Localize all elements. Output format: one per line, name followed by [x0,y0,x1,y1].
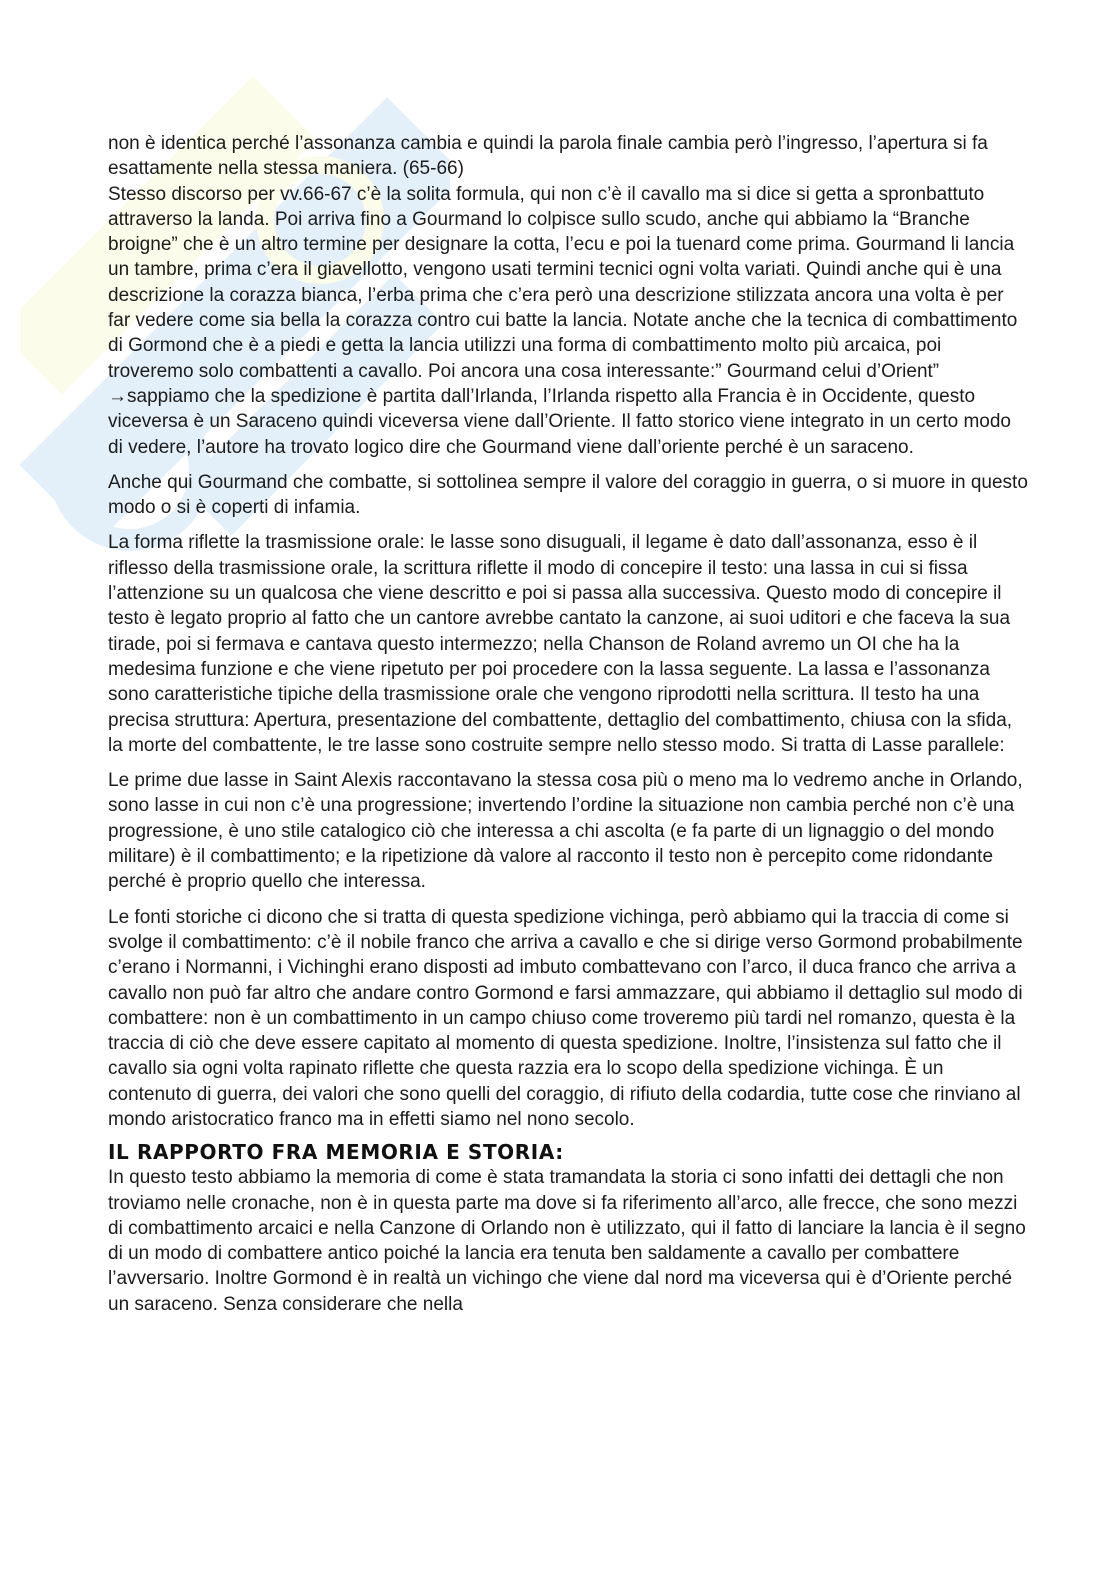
paragraph-5: Le prime due lasse in Saint Alexis raccontavano la stessa cosa più o meno ma lo vedremo anche in Orlando, sono lasse in cui non c’è una progressione; invertendo l’ordine la situazione non cambia perché non c’è una progressione, è uno stile catalogico ciò che interessa a chi ascolta (e fa parte di un lignaggio o del mondo militare) è il combattimento; e la ripetizione dà valore al racconto il testo non è percepito come ridondante perché è proprio quello che interessa. [108,770,1023,893]
paragraph-6: Le fonti storiche ci dicono che si tratta di questa spedizione vichinga, però abbiamo qui la traccia di come si svolge il combattimento: c’è il nobile franco che arriva a cavallo e che si dirige verso Gormond probabilmente c’erano i Normanni, i Vichinghi erano disposti ad imbuto combattevano con l’arco, il duca franco che arriva a cavallo non può far altro che andare contro Gormond e farsi ammazzare, qui abbiamo il dettaglio sul modo di combattere: non è un combattimento in un campo chiuso come troveremo più tardi nel romanzo, questa è la traccia di ciò che deve essere capitato al momento di questa spedizione. Inoltre, l’insistenza sul fatto che il cavallo sia ogni volta rapinato riflette che questa razzia era lo scopo della spedizione vichinga. È un contenuto di guerra, dei valori che sono quelli del coraggio, di rifiuto della codardia, tutte cose che rinviano al mondo aristocratico franco ma in effetti siamo nel nono secolo. [108,906,1023,1130]
paragraph-2: Stesso discorso per vv.66-67 c’è la solita formula, qui non c’è il cavallo ma si dice si getta a spronbattuto attraverso la landa. Poi arriva fino a Gourmand lo colpisce sullo scudo, anche qui abbiamo la “Branche broigne” che è un altro termine per designare la cotta, l’ecu e poi la tuenard come prima. Gourmand li lancia un tambre, prima c’era il giavellotto, vengono usati termini tecnici ogni volta variati. Quindi anche qui è una descrizione la corazza bianca, l’erba prima che c’era però una descrizione stilizzata ancora una volta è per far vedere come sia bella la corazza contro cui batte la lancia. Notate anche che la tecnica di combattimento di Gormond che è a piedi e getta la lancia utilizzi una forma di combattimento molto più arcaica, poi troveremo solo combattenti a cavallo. Poi ancora una cosa interessante:” Gourmand celui d’Orient” →sappiamo che la spedizione è partita dall’Irlanda, l’Irlanda rispetto alla Francia è in Occidente, questo viceversa è un Saraceno quindi viceversa viene dall’Oriente. Il fatto storico viene integrato in un certo modo di vedere, l’autore ha trovato logico dire che Gourmand viene dall’oriente perché è un saraceno. [108,183,1018,458]
paragraph-3: Anche qui Gourmand che combatte, si sottolinea sempre il valore del coraggio in guerra, o si muore in questo modo o si è coperti di infamia. [108,471,1028,519]
document-body [108,131,1028,1317]
paragraph-1: non è identica perché l’assonanza cambia e quindi la parola finale cambia però l’ingresso, l’apertura si fa esattamente nella stessa maniera. (65-66) [108,133,988,180]
section-heading: IL RAPPORTO FRA MEMORIA E STORIA: [108,1140,564,1165]
paragraph-4: La forma riflette la trasmissione orale: le lasse sono disuguali, il legame è dato dall’assonanza, esso è il riflesso della trasmissione orale, la scrittura riflette il modo di concepire il testo: una lassa in cui si fissa l’attenzione su un qualcosa che viene descritto e poi si passa alla successiva. Questo modo di concepire il testo è legato proprio al fatto che un cantore avrebbe cantato la canzone, ai suoi uditori e che faceva la sua tirade, poi si fermava e cantava questo intermezzo; nella Chanson de Roland avremo un OI che ha la medesima funzione e che viene ripetuto per poi procedere con la lassa seguente. La lassa e l’assonanza sono caratteristiche tipiche della trasmissione orale che vengono riprodotti nella scrittura. Il testo ha una precisa struttura: Apertura, presentazione del combattente, dettaglio del combattimento, chiusa con la sfida, la morte del combattente, le tre lasse sono costruite sempre nello stesso modo. Si tratta di Lasse parallele: [108,532,1013,756]
paragraph-7: In questo testo abbiamo la memoria di come è stata tramandata la storia ci sono infatti dei dettagli che non troviamo nelle cronache, non è in questa parte ma dove si fa riferimento all’arco, alle frecce, che sono mezzi di combattimento arcaici e nella Canzone di Orlando non è utilizzato, qui il fatto di lanciare la lancia è il segno di un modo di combattere antico poiché la lancia era tenuta ben saldamente a cavallo per combattere l’avversario. Inoltre Gormond è in realtà un vichingo che viene dal nord ma viceversa qui è d’Oriente perché un saraceno. Senza considerare che nella [108,1167,1026,1315]
